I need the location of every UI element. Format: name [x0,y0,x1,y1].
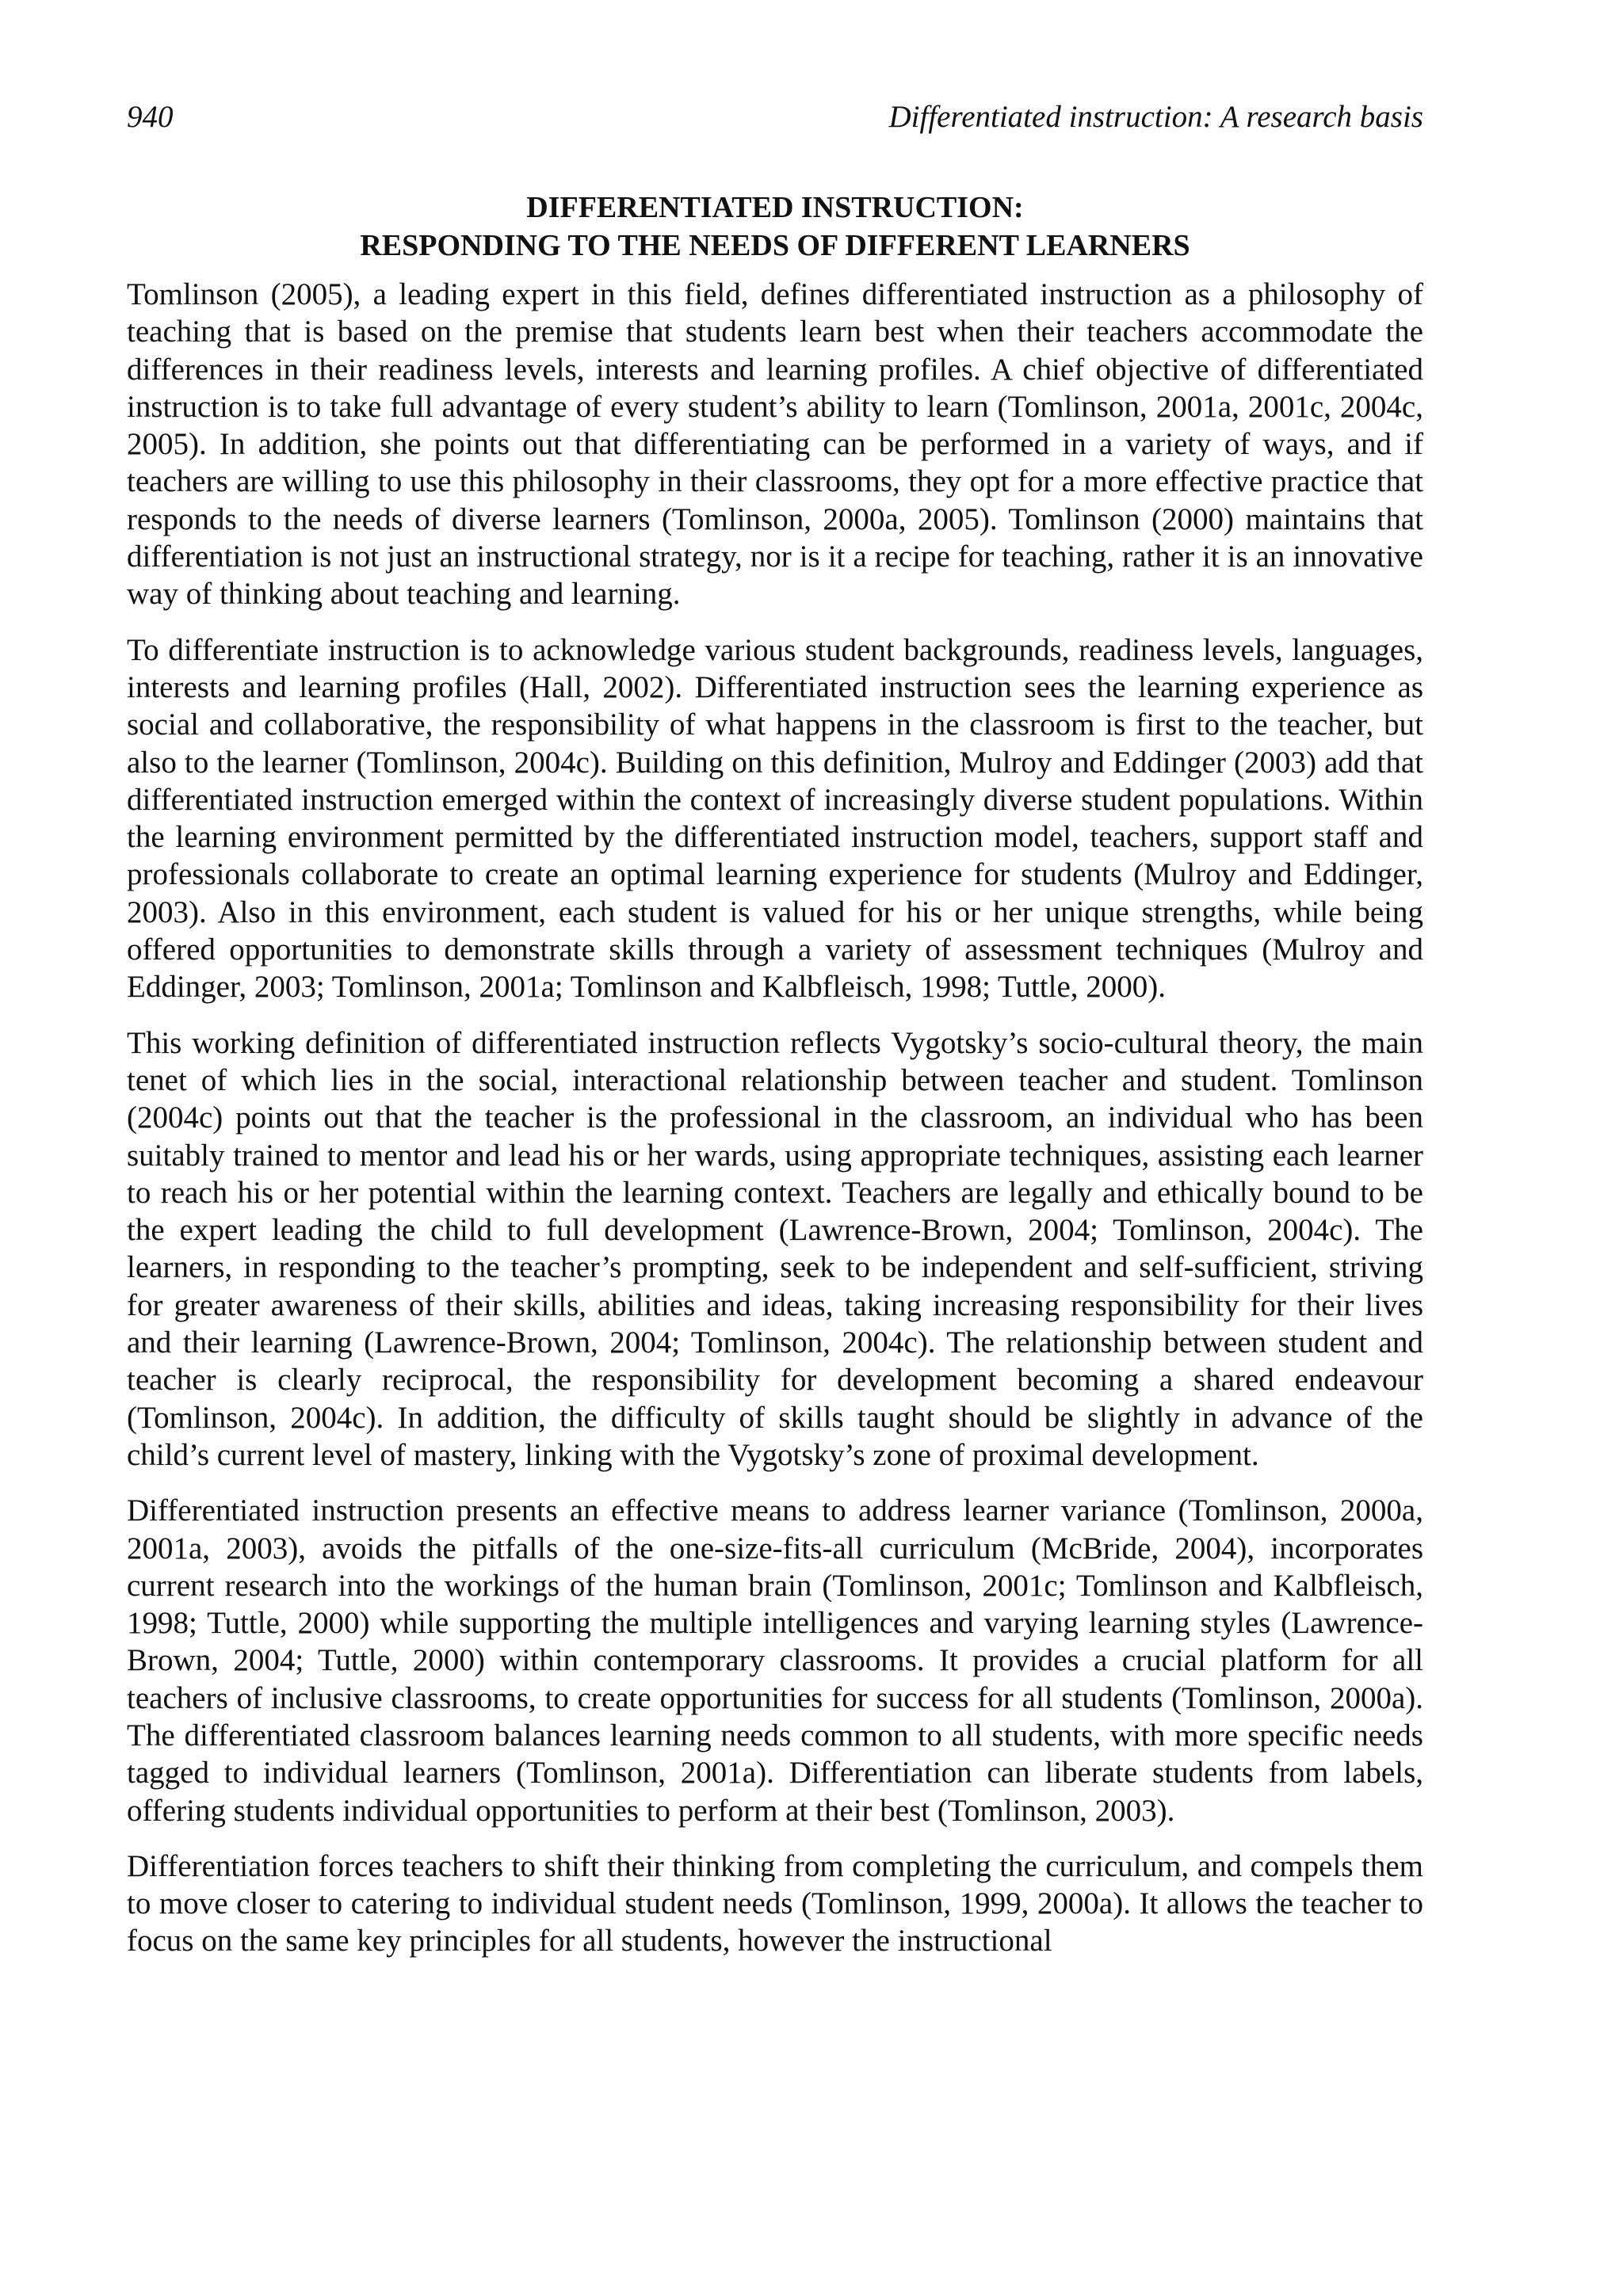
running-title: Differentiated instruction: A research basis [888,100,1423,134]
paragraph: Differentiated instruction presents an effective means to address learner variance (Tomlinson, 2000a, 2001a, 2003), avoids the pitfalls of the one-size-fits-all curriculum (McBride, 2004), incorporates current research into the workings of the human brain (Tomlinson, 2001c; Tomlinson and Kalbfleisch, 1998; Tuttle, 2000) while supporting the multiple intelligences and varying learning styles (Lawrence-Brown, 2004; Tuttle, 2000) within contemporary classrooms. It provides a crucial platform for all teachers of inclusive classrooms, to create opportunities for success for all students (Tomlinson, 2000a). The differentiated classroom balances learning needs common to all students, with more specific needs tagged to individual learners (Tomlinson, 2001a). Differentiation can liberate students from labels, offering students individual opportunities to perform at their best (Tomlinson, 2003). [127,1493,1423,1828]
section-heading-line-2: RESPONDING TO THE NEEDS OF DIFFERENT LEARNERS [360,229,1190,262]
section-heading [127,189,1423,265]
section-heading-line-1: DIFFERENTIATED INSTRUCTION: [526,191,1024,224]
body-text [127,276,1423,1960]
paragraph: Tomlinson (2005), a leading expert in this field, defines differentiated instruction as a philosophy of teaching that is based on the premise that students learn best when their teachers accommodate the differences in their readiness levels, interests and learning profiles. A chief objective of differentiated instruction is to take full advantage of every student’s ability to learn (Tomlinson, 2001a, 2001c, 2004c, 2005). In addition, she points out that differentiating can be performed in a variety of ways, and if teachers are willing to use this philosophy in their classrooms, they opt for a more effective practice that responds to the needs of diverse learners (Tomlinson, 2000a, 2005). Tomlinson (2000) maintains that differentiation is not just an instructional strategy, nor is it a recipe for teaching, rather it is an innovative way of thinking about teaching and learning. [127,277,1423,612]
paragraph: Differentiation forces teachers to shift their thinking from completing the curriculum, and compels them to move closer to catering to individual student needs (Tomlinson, 1999, 2000a). It allows the teacher to focus on the same key principles for all students, however the instructional [127,1848,1423,1958]
paragraph: This working definition of differentiated instruction reflects Vygotsky’s socio-cultural theory, the main tenet of which lies in the social, interactional relationship between teacher and student. Tomlinson (2004c) points out that the teacher is the professional in the classroom, an individual who has been suitably trained to mentor and lead his or her wards, using appropriate techniques, assisting each learner to reach his or her potential within the learning context. Teachers are legally and ethically bound to be the expert leading the child to full development (Lawrence-Brown, 2004; Tomlinson, 2004c). The learners, in responding to the teacher’s prompting, seek to be independent and self-sufficient, striving for greater awareness of their skills, abilities and ideas, taking increasing responsibility for their lives and their learning (Lawrence-Brown, 2004; Tomlinson, 2004c). The relationship between student and teacher is clearly reciprocal, the responsibility for development becoming a shared endeavour (Tomlinson, 2004c). In addition, the difficulty of skills taught should be slightly in advance of the child’s current level of mastery, linking with the Vygotsky’s zone of proximal development. [127,1025,1423,1472]
page-number: 940 [127,100,174,134]
running-header [127,95,1423,139]
document-page [127,95,1423,1978]
paragraph: To differentiate instruction is to acknowledge various student backgrounds, readiness levels, languages, interests and learning profiles (Hall, 2002). Differentiated instruction sees the learning experience as social and collaborative, the responsibility of what happens in the classroom is first to the teacher, but also to the learner (Tomlinson, 2004c). Building on this definition, Mulroy and Eddinger (2003) add that differentiated instruction emerged within the context of increasingly diverse student populations. Within the learning environment permitted by the differentiated instruction model, teachers, support staff and professionals collaborate to create an optimal learning experience for students (Mulroy and Eddinger, 2003). Also in this environment, each student is valued for his or her unique strengths, while being offered opportunities to demonstrate skills through a variety of assessment techniques (Mulroy and Eddinger, 2003; Tomlinson, 2001a; Tomlinson and Kalbfleisch, 1998; Tuttle, 2000). [127,632,1423,1005]
